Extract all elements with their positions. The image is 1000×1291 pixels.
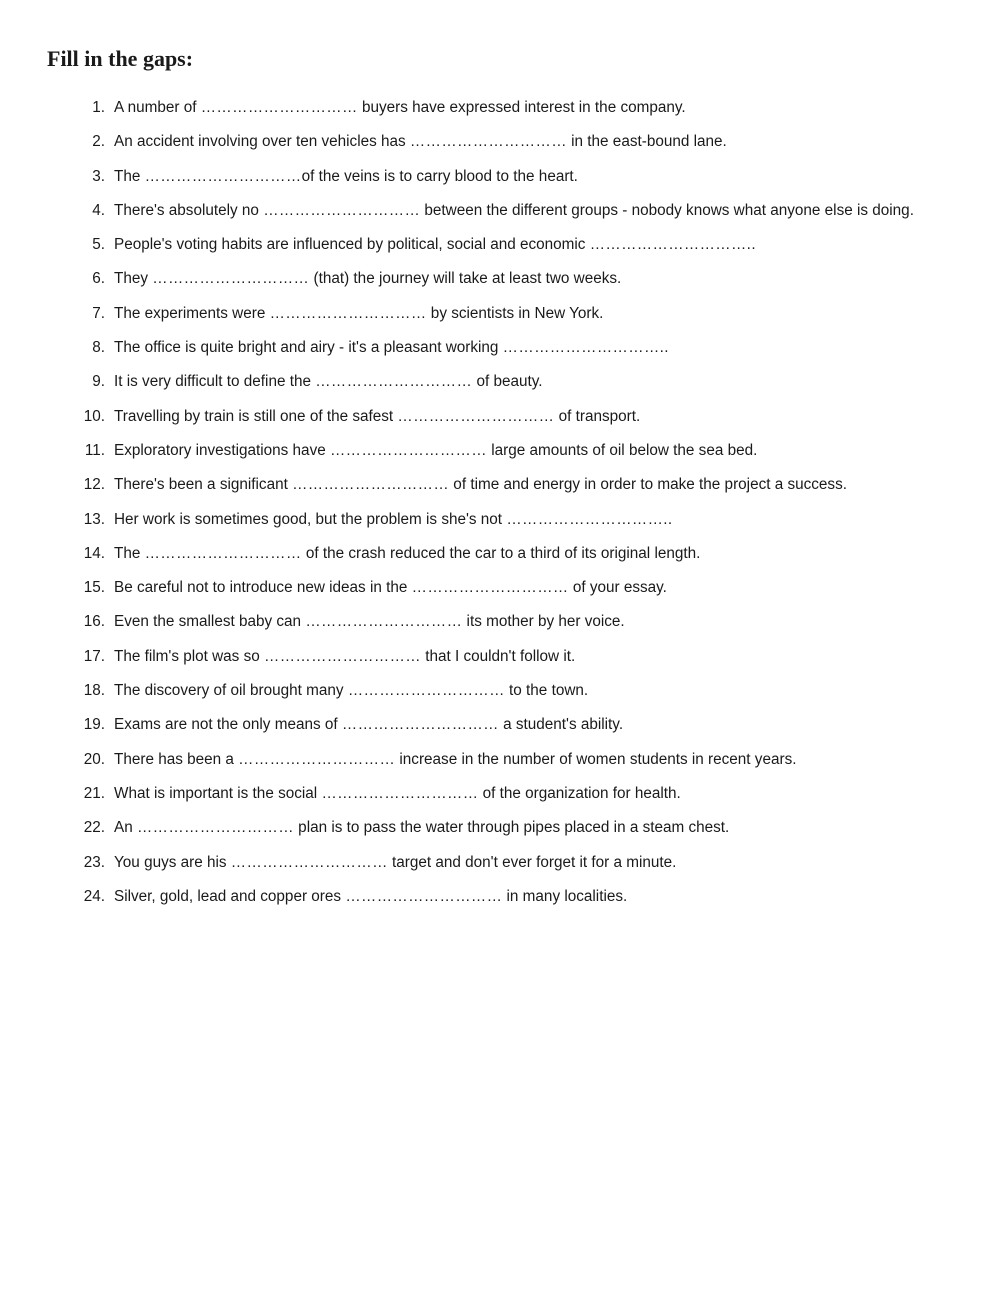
question-item — [70, 846, 950, 880]
sentence-start: The — [114, 167, 145, 185]
question-item — [70, 708, 950, 742]
question-item — [70, 811, 950, 845]
question-item — [70, 434, 950, 468]
sentence-end: of the veins is to carry blood to the heart. — [301, 167, 578, 185]
question-number: 16. — [83, 613, 105, 631]
question-item — [70, 537, 950, 571]
question-number: 15. — [83, 579, 105, 597]
question-item — [70, 194, 950, 228]
sentence-end: of the crash reduced the car to a third of its original length. — [301, 544, 701, 562]
sentence-end: plan is to pass the water through pipes placed in a steam chest. — [293, 819, 730, 837]
question-item — [70, 743, 950, 777]
question-list — [70, 91, 950, 914]
question-number: 9. — [92, 373, 105, 391]
sentence-start: Travelling by train is still one of the safest — [114, 407, 398, 425]
sentence-end: a student's ability. — [498, 716, 624, 734]
sentence-end: of transport. — [554, 407, 641, 425]
question-item — [70, 331, 950, 365]
sentence-end: in the east-bound lane. — [566, 133, 727, 151]
answer-blank[interactable]: ………………………… — [264, 647, 421, 665]
question-number: 13. — [83, 510, 105, 528]
question-number: 10. — [83, 407, 105, 425]
sentence-start: A number of — [114, 99, 201, 116]
question-text — [105, 811, 950, 845]
question-item — [70, 400, 950, 434]
answer-blank[interactable]: ………………………… — [305, 613, 463, 631]
answer-blank[interactable]: ………………………… — [329, 441, 487, 459]
sentence-end: by scientists in New York. — [426, 304, 604, 322]
question-number: 7. — [92, 304, 105, 322]
sentence-start: Exploratory investigations have — [114, 441, 330, 459]
answer-blank[interactable]: ………………………… — [345, 887, 503, 905]
question-item — [70, 365, 950, 399]
question-item — [70, 262, 950, 296]
question-text — [105, 708, 950, 742]
question-item — [70, 571, 950, 605]
question-text — [105, 880, 950, 914]
sentence-end: of your essay. — [568, 579, 667, 597]
sentence-end: that I couldn't follow it. — [420, 647, 576, 665]
question-item — [70, 91, 950, 125]
answer-blank[interactable]: ………………………… — [144, 167, 302, 185]
answer-blank[interactable]: ………………………… — [409, 133, 567, 151]
sentence-start: There's absolutely no — [114, 201, 264, 219]
sentence-end: of beauty. — [472, 373, 543, 391]
question-text — [105, 365, 950, 399]
answer-blank[interactable]: ………………………… — [263, 201, 421, 219]
question-text — [105, 228, 950, 262]
answer-blank[interactable]: ………………………… — [200, 99, 358, 116]
question-item — [70, 160, 950, 194]
sentence-end: large amounts of oil below the sea bed. — [486, 441, 758, 459]
sentence-end: its mother by her voice. — [462, 613, 625, 631]
answer-blank[interactable]: ………………………… — [152, 270, 310, 288]
sentence-start: An — [114, 819, 137, 837]
answer-blank[interactable]: ………………………… — [292, 476, 450, 494]
question-number: 2. — [92, 133, 105, 151]
sentence-start: Silver, gold, lead and copper ores — [114, 887, 346, 905]
question-item — [70, 880, 950, 914]
question-item — [70, 468, 950, 502]
question-text — [105, 777, 950, 811]
sentence-start: The — [114, 544, 145, 562]
sentence-start: Even the smallest baby can — [114, 613, 306, 631]
sentence-start: The office is quite bright and airy - it's a pleasant working — [114, 339, 503, 357]
page-title: Fill in the gaps: — [47, 46, 194, 71]
sentence-end: (that) the journey will take at least two weeks. — [309, 270, 622, 288]
sentence-start: Be careful not to introduce new ideas in the — [114, 579, 412, 597]
answer-blank[interactable]: ………………………… — [397, 407, 555, 425]
question-text — [105, 434, 950, 468]
sentence-end: in many localities. — [502, 887, 628, 905]
sentence-start: An accident involving over ten vehicles has — [114, 133, 410, 151]
answer-blank[interactable]: ………………………….. — [589, 236, 756, 254]
sentence-end: increase in the number of women students in recent years. — [395, 750, 797, 768]
question-text — [105, 262, 950, 296]
sentence-start: The discovery of oil brought many — [114, 682, 348, 700]
answer-blank[interactable]: ………………………… — [136, 819, 294, 837]
answer-blank[interactable]: ………………………… — [341, 716, 499, 734]
question-text — [105, 400, 950, 434]
answer-blank[interactable]: ………………………… — [269, 304, 427, 322]
sentence-start: It is very difficult to define the — [114, 373, 316, 391]
question-text — [105, 125, 950, 159]
question-item — [70, 125, 950, 159]
question-item — [70, 297, 950, 331]
question-number: 6. — [92, 270, 105, 288]
sentence-start: There has been a — [114, 750, 239, 768]
answer-blank[interactable]: ………………………… — [230, 853, 388, 871]
answer-blank[interactable]: ………………………… — [315, 373, 473, 391]
question-number: 1. — [92, 99, 105, 116]
answer-blank[interactable]: ………………………… — [321, 784, 479, 802]
question-number: 24. — [83, 887, 105, 905]
question-number: 5. — [92, 236, 105, 254]
sentence-end: of time and energy in order to make the project a success. — [449, 476, 847, 494]
sentence-end: of the organization for health. — [478, 784, 681, 802]
question-text — [105, 571, 950, 605]
sentence-end: target and don't ever forget it for a minute. — [387, 853, 677, 871]
answer-blank[interactable]: ………………………… — [238, 750, 396, 768]
sentence-start: What is important is the social — [114, 784, 322, 802]
answer-blank[interactable]: ………………………… — [347, 682, 505, 700]
question-number: 17. — [83, 647, 105, 665]
question-text — [105, 160, 950, 194]
question-text — [105, 91, 950, 125]
question-number: 8. — [92, 339, 105, 357]
question-number: 19. — [83, 716, 105, 734]
question-number: 3. — [92, 167, 105, 185]
answer-blank[interactable]: ………………………… — [144, 544, 302, 562]
sentence-start: The film's plot was so — [114, 647, 264, 665]
question-number: 20. — [83, 750, 105, 768]
question-number: 22. — [83, 819, 105, 837]
question-text — [105, 537, 950, 571]
sentence-start: Exams are not the only means of — [114, 716, 342, 734]
question-number: 23. — [83, 853, 105, 871]
question-number: 12. — [83, 476, 105, 494]
question-number: 21. — [83, 784, 105, 802]
sentence-start: Her work is sometimes good, but the problem is she's not — [114, 510, 507, 528]
sentence-end: buyers have expressed interest in the company. — [357, 99, 686, 116]
question-text — [105, 674, 950, 708]
question-text — [105, 743, 950, 777]
question-number: 11. — [84, 441, 105, 459]
question-item — [70, 228, 950, 262]
question-text — [105, 468, 950, 502]
sentence-end: to the town. — [504, 682, 589, 700]
sentence-start: They — [114, 270, 153, 288]
question-text — [105, 297, 950, 331]
question-item — [70, 605, 950, 639]
question-item — [70, 777, 950, 811]
question-text — [105, 503, 950, 537]
question-text — [105, 194, 950, 228]
question-number: 14. — [83, 544, 105, 562]
question-text — [105, 846, 950, 880]
sentence-end: between the different groups - nobody knows what anyone else is doing. — [420, 201, 914, 219]
answer-blank[interactable]: ………………………… — [411, 579, 569, 597]
answer-blank[interactable]: ………………………….. — [506, 510, 673, 528]
sentence-start: You guys are his — [114, 853, 231, 871]
question-text — [105, 331, 950, 365]
question-text — [105, 605, 950, 639]
question-item — [70, 640, 950, 674]
question-item — [70, 674, 950, 708]
answer-blank[interactable]: ………………………….. — [502, 339, 669, 357]
question-text — [105, 640, 950, 674]
sentence-start: People's voting habits are influenced by political, social and economic — [114, 236, 590, 254]
question-number: 18. — [83, 682, 105, 700]
question-item — [70, 503, 950, 537]
sentence-start: The experiments were — [114, 304, 270, 322]
question-number: 4. — [92, 201, 105, 219]
sentence-start: There's been a significant — [114, 476, 293, 494]
